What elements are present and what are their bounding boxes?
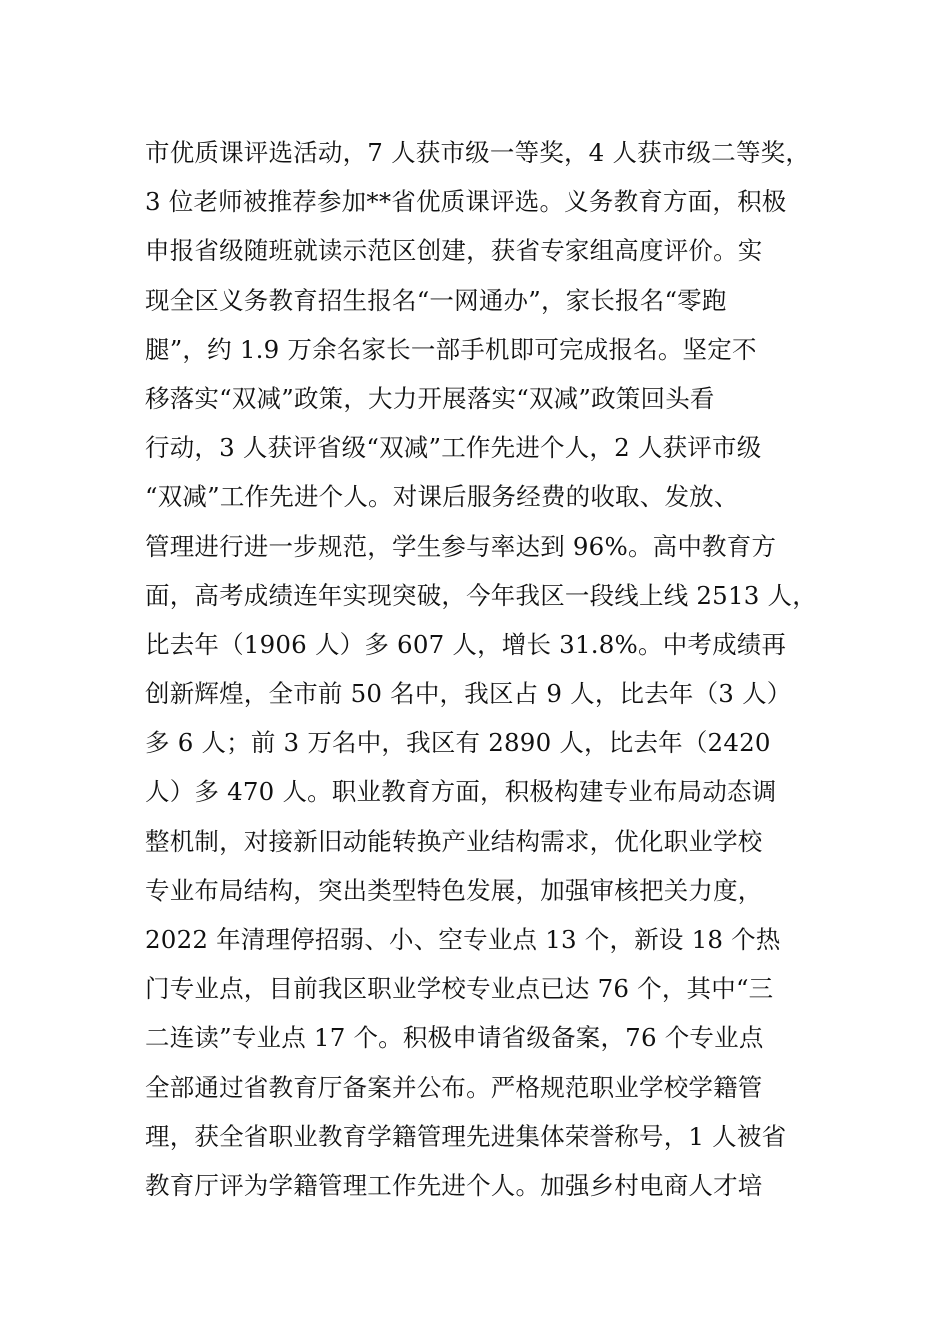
text-line: 行动，3 人获评省级“双减”工作先进个人，2 人获评市级 (145, 433, 762, 463)
text-line: 理，获全省职业教育学籍管理先进集体荣誉称号，1 人被省 (145, 1121, 787, 1151)
text-line: 人）多 470 人。职业教育方面，积极构建专业布局动态调 (145, 777, 777, 807)
text-line: 管理进行进一步规范，学生参与率达到 96%。高中教育方 (145, 531, 777, 561)
text-line: “双减”工作先进个人。对课后服务经费的收取、发放、 (145, 482, 739, 512)
text-line: 比去年（1906 人）多 607 人，增长 31.8%。中考成绩再 (145, 629, 787, 659)
body-paragraph (145, 128, 845, 1210)
text-line: 腿”，约 1.9 万余名家长一部手机即可完成报名。坚定不 (145, 334, 757, 364)
text-line: 专业布局结构，突出类型特色发展，加强审核把关力度， (145, 875, 763, 905)
text-line: 教育厅评为学籍管理工作先进个人。加强乡村电商人才培 (145, 1170, 763, 1200)
text-line: 创新辉煌，全市前 50 名中，我区占 9 人，比去年（3 人） (145, 679, 792, 709)
text-line: 全部通过省教育厅备案并公布。严格规范职业学校学籍管 (145, 1072, 763, 1102)
text-line: 市优质课评选活动，7 人获市级一等奖，4 人获市级二等奖， (145, 138, 811, 167)
text-line: 申报省级随班就读示范区创建，获省专家组高度评价。实 (145, 236, 763, 266)
text-line: 多 6 人；前 3 万名中，我区有 2890 人，比去年（2420 (145, 728, 771, 758)
text-line: 门专业点，目前我区职业学校专业点已达 76 个，其中“三 (145, 974, 774, 1004)
text-line: 整机制，对接新旧动能转换产业结构需求，优化职业学校 (145, 826, 763, 856)
text-line: 3 位老师被推荐参加**省优质课评选。义务教育方面，积极 (145, 187, 787, 217)
text-line: 现全区义务教育招生报名“一网通办”，家长报名“零跑 (145, 285, 727, 315)
text-line: 二连读”专业点 17 个。积极申请省级备案，76 个专业点 (145, 1023, 764, 1053)
text-line: 2022 年清理停招弱、小、空专业点 13 个，新设 18 个热 (145, 925, 781, 954)
text-line: 移落实“双减”政策，大力开展落实“双减”政策回头看 (145, 383, 715, 413)
text-line: 面，高考成绩连年实现突破，今年我区一段线上线 2513 人， (145, 580, 817, 610)
